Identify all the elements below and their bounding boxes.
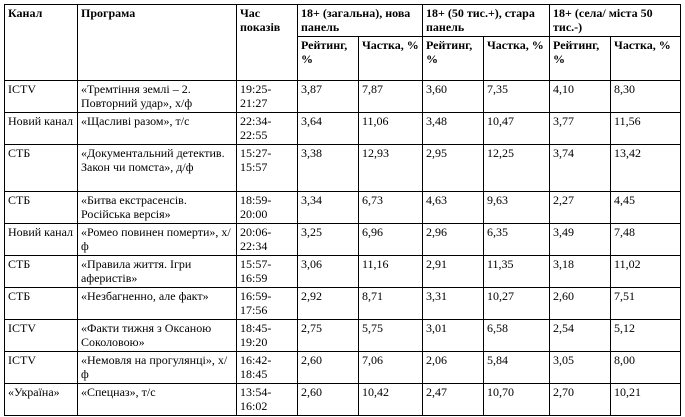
cell-rating-general: 2,60 xyxy=(298,384,359,416)
cell-share-50k: 12,25 xyxy=(484,145,550,192)
cell-channel: «Україна» xyxy=(5,384,78,416)
cell-share-50k: 11,35 xyxy=(484,256,550,288)
cell-share-50k: 9,63 xyxy=(484,192,550,224)
cell-rating-50k: 2,95 xyxy=(423,145,484,192)
cell-rating-villages: 2,60 xyxy=(550,288,611,320)
cell-share-general: 7,06 xyxy=(359,352,423,384)
header-group-50k: 18+ (50 тис.+), стара панель xyxy=(423,5,550,37)
cell-program: «Спецназ», т/с xyxy=(78,384,237,416)
cell-rating-villages: 2,27 xyxy=(550,192,611,224)
cell-rating-general: 2,92 xyxy=(298,288,359,320)
header-share: Частка, % xyxy=(359,37,423,81)
table-row xyxy=(5,113,681,145)
cell-share-villages: 7,48 xyxy=(611,224,681,256)
table-row xyxy=(5,256,681,288)
cell-share-villages: 13,42 xyxy=(611,145,681,192)
cell-share-50k: 10,70 xyxy=(484,384,550,416)
table-row xyxy=(5,192,681,224)
cell-time: 18:45-19:20 xyxy=(237,320,298,352)
cell-rating-general: 2,60 xyxy=(298,352,359,384)
cell-rating-villages: 3,74 xyxy=(550,145,611,192)
cell-share-general: 6,96 xyxy=(359,224,423,256)
header-rating: Рейтинг, % xyxy=(550,37,611,81)
cell-rating-general: 3,06 xyxy=(298,256,359,288)
cell-rating-general: 3,34 xyxy=(298,192,359,224)
cell-share-villages: 5,12 xyxy=(611,320,681,352)
cell-rating-50k: 3,60 xyxy=(423,81,484,113)
cell-share-50k: 6,35 xyxy=(484,224,550,256)
cell-program: «Правила життя. Ігри аферистів» xyxy=(78,256,237,288)
cell-program: «Незбагненно, але факт» xyxy=(78,288,237,320)
cell-channel: СТБ xyxy=(5,256,78,288)
cell-rating-villages: 3,05 xyxy=(550,352,611,384)
table-row xyxy=(5,320,681,352)
cell-rating-villages: 2,70 xyxy=(550,384,611,416)
table-body xyxy=(5,81,681,416)
cell-rating-villages: 3,49 xyxy=(550,224,611,256)
table-row xyxy=(5,288,681,320)
cell-share-general: 8,71 xyxy=(359,288,423,320)
cell-share-50k: 10,47 xyxy=(484,113,550,145)
cell-share-general: 6,73 xyxy=(359,192,423,224)
header-time: Час показів xyxy=(237,5,298,81)
cell-time: 16:59-17:56 xyxy=(237,288,298,320)
cell-channel: Новий канал xyxy=(5,224,78,256)
cell-rating-villages: 4,10 xyxy=(550,81,611,113)
cell-channel: СТБ xyxy=(5,288,78,320)
header-group-general: 18+ (загальна), нова панель xyxy=(298,5,423,37)
cell-share-general: 12,93 xyxy=(359,145,423,192)
cell-rating-50k: 3,01 xyxy=(423,320,484,352)
header-channel: Канал xyxy=(5,5,78,81)
cell-rating-50k: 2,96 xyxy=(423,224,484,256)
cell-time: 19:25-21:27 xyxy=(237,81,298,113)
cell-program: «Факти тижня з Оксаною Соколовою» xyxy=(78,320,237,352)
cell-share-general: 5,75 xyxy=(359,320,423,352)
cell-time: 20:06-22:34 xyxy=(237,224,298,256)
cell-rating-villages: 3,77 xyxy=(550,113,611,145)
cell-time: 16:42-18:45 xyxy=(237,352,298,384)
table-row xyxy=(5,352,681,384)
cell-share-general: 11,16 xyxy=(359,256,423,288)
cell-program: «Щасливі разом», т/с xyxy=(78,113,237,145)
cell-program: «Документальний детектив. Закон чи помста», д/ф xyxy=(78,145,237,192)
cell-channel: Новий канал xyxy=(5,113,78,145)
cell-program: «Ромео повинен померти», х/ф xyxy=(78,224,237,256)
cell-program: «Немовля на прогулянці», х/ф xyxy=(78,352,237,384)
cell-rating-general: 2,75 xyxy=(298,320,359,352)
cell-rating-50k: 2,91 xyxy=(423,256,484,288)
cell-share-general: 11,06 xyxy=(359,113,423,145)
cell-rating-50k: 3,48 xyxy=(423,113,484,145)
cell-share-villages: 8,30 xyxy=(611,81,681,113)
cell-rating-general: 3,87 xyxy=(298,81,359,113)
cell-rating-villages: 3,18 xyxy=(550,256,611,288)
header-rating: Рейтинг, % xyxy=(423,37,484,81)
table-row xyxy=(5,384,681,416)
cell-time: 15:57-16:59 xyxy=(237,256,298,288)
cell-share-50k: 5,84 xyxy=(484,352,550,384)
cell-share-villages: 11,02 xyxy=(611,256,681,288)
cell-rating-50k: 4,63 xyxy=(423,192,484,224)
cell-channel: СТБ xyxy=(5,192,78,224)
cell-channel: ICTV xyxy=(5,352,78,384)
cell-share-villages: 10,21 xyxy=(611,384,681,416)
cell-time: 22:34-22:55 xyxy=(237,113,298,145)
header-share: Частка, % xyxy=(484,37,550,81)
cell-share-villages: 7,51 xyxy=(611,288,681,320)
cell-rating-villages: 2,54 xyxy=(550,320,611,352)
cell-rating-50k: 3,31 xyxy=(423,288,484,320)
cell-time: 18:59-20:00 xyxy=(237,192,298,224)
cell-time: 15:27-15:57 xyxy=(237,145,298,192)
cell-rating-general: 3,64 xyxy=(298,113,359,145)
cell-rating-50k: 2,47 xyxy=(423,384,484,416)
header-rating: Рейтинг, % xyxy=(298,37,359,81)
cell-rating-50k: 2,06 xyxy=(423,352,484,384)
cell-channel: ICTV xyxy=(5,81,78,113)
cell-program: «Битва екстрасенсів. Російська версія» xyxy=(78,192,237,224)
cell-share-general: 7,87 xyxy=(359,81,423,113)
cell-channel: ICTV xyxy=(5,320,78,352)
cell-share-villages: 11,56 xyxy=(611,113,681,145)
cell-share-villages: 4,45 xyxy=(611,192,681,224)
table-row xyxy=(5,224,681,256)
cell-channel: СТБ xyxy=(5,145,78,192)
ratings-table xyxy=(4,4,681,416)
cell-share-villages: 8,00 xyxy=(611,352,681,384)
cell-share-general: 10,42 xyxy=(359,384,423,416)
table-row xyxy=(5,81,681,113)
header-group-villages: 18+ (села/ міста 50 тис.-) xyxy=(550,5,681,37)
cell-rating-general: 3,25 xyxy=(298,224,359,256)
cell-rating-general: 3,38 xyxy=(298,145,359,192)
cell-program: «Тремтіння землі – 2. Повторний удар», х/ф xyxy=(78,81,237,113)
cell-share-50k: 6,58 xyxy=(484,320,550,352)
header-program: Програма xyxy=(78,5,237,81)
table-row xyxy=(5,145,681,192)
cell-time: 13:54-16:02 xyxy=(237,384,298,416)
cell-share-50k: 7,35 xyxy=(484,81,550,113)
header-share: Частка, % xyxy=(611,37,681,81)
cell-share-50k: 10,27 xyxy=(484,288,550,320)
